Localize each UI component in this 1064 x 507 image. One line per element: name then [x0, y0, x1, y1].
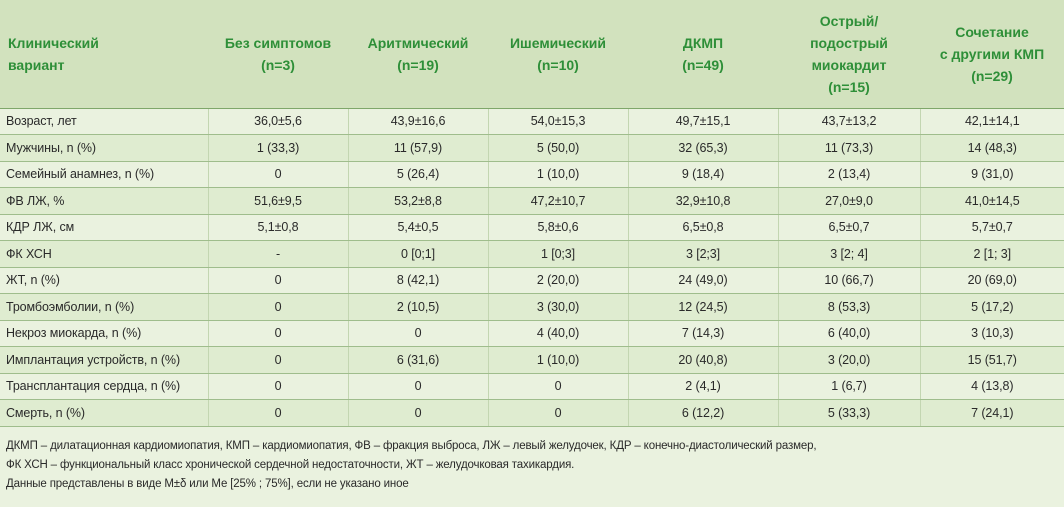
- value-cell: 54,0±15,3: [488, 108, 628, 135]
- value-cell: 5,8±0,6: [488, 214, 628, 241]
- value-cell: 8 (42,1): [348, 267, 488, 294]
- value-cell: 0: [208, 267, 348, 294]
- header-line: (n=29): [971, 67, 1013, 84]
- header-line: (n=19): [397, 56, 439, 73]
- value-cell: 7 (24,1): [920, 400, 1064, 427]
- value-cell: 2 (20,0): [488, 267, 628, 294]
- value-cell: 9 (31,0): [920, 161, 1064, 188]
- table-row: [0, 347, 1064, 374]
- value-cell: 4 (13,8): [920, 373, 1064, 400]
- value-cell: 5 (50,0): [488, 135, 628, 162]
- value-cell: 27,0±9,0: [778, 188, 920, 215]
- value-cell: 3 [2;3]: [628, 241, 778, 268]
- value-cell: 0: [348, 400, 488, 427]
- value-cell: 10 (66,7): [778, 267, 920, 294]
- row-label-cell: Смерть, n (%): [0, 400, 208, 427]
- value-cell: 1 (10,0): [488, 347, 628, 374]
- value-cell: 11 (57,9): [348, 135, 488, 162]
- value-cell: 1 (33,3): [208, 135, 348, 162]
- table-row: [0, 373, 1064, 400]
- value-cell: 0: [348, 373, 488, 400]
- header-cell-group-6: [920, 0, 1064, 108]
- value-cell: 2 (10,5): [348, 294, 488, 321]
- value-cell: 32 (65,3): [628, 135, 778, 162]
- row-label-cell: КДР ЛЖ, см: [0, 214, 208, 241]
- value-cell: 0 [0;1]: [348, 241, 488, 268]
- value-cell: 42,1±14,1: [920, 108, 1064, 135]
- value-cell: 3 (10,3): [920, 320, 1064, 347]
- value-cell: 1 (10,0): [488, 161, 628, 188]
- header-cell-group-4: [628, 0, 778, 108]
- table-footnotes: [6, 437, 1056, 494]
- value-cell: 3 (30,0): [488, 294, 628, 321]
- value-cell: 8 (53,3): [778, 294, 920, 321]
- row-label-cell: Возраст, лет: [0, 108, 208, 135]
- value-cell: 41,0±14,5: [920, 188, 1064, 215]
- value-cell: 3 (20,0): [778, 347, 920, 374]
- header-line: Клинический: [8, 34, 99, 51]
- value-cell: 5 (26,4): [348, 161, 488, 188]
- value-cell: 36,0±5,6: [208, 108, 348, 135]
- value-cell: 6 (31,6): [348, 347, 488, 374]
- value-cell: 3 [2; 4]: [778, 241, 920, 268]
- row-label-cell: ФВ ЛЖ, %: [0, 188, 208, 215]
- value-cell: 24 (49,0): [628, 267, 778, 294]
- value-cell: 0: [208, 294, 348, 321]
- header-line: Сочетание: [955, 23, 1029, 40]
- header-line: ДКМП: [682, 34, 724, 51]
- value-cell: 53,2±8,8: [348, 188, 488, 215]
- value-cell: 5,4±0,5: [348, 214, 488, 241]
- header-line: Острый/: [819, 12, 879, 29]
- value-cell: 20 (40,8): [628, 347, 778, 374]
- table-row: [0, 241, 1064, 268]
- header-line: Ишемический: [509, 34, 607, 51]
- value-cell: 5,7±0,7: [920, 214, 1064, 241]
- footnote-line: ДКМП – дилатационная кардиомиопатия, КМП – кардиомиопатия, ФВ – фракция выброса, ЛЖ – левый желудочек, КДР – конечно-диастолический размер,: [6, 440, 817, 452]
- header-line: с другими КМП: [939, 45, 1045, 62]
- value-cell: 11 (73,3): [778, 135, 920, 162]
- header-cell-group-1: [208, 0, 348, 108]
- value-cell: 15 (51,7): [920, 347, 1064, 374]
- header-cell-group-3: [488, 0, 628, 108]
- value-cell: 0: [488, 400, 628, 427]
- value-cell: 32,9±10,8: [628, 188, 778, 215]
- value-cell: 47,2±10,7: [488, 188, 628, 215]
- value-cell: 5 (17,2): [920, 294, 1064, 321]
- value-cell: -: [208, 241, 348, 268]
- value-cell: 43,7±13,2: [778, 108, 920, 135]
- value-cell: 43,9±16,6: [348, 108, 488, 135]
- value-cell: 2 (4,1): [628, 373, 778, 400]
- value-cell: 7 (14,3): [628, 320, 778, 347]
- header-line: Аритмический: [367, 34, 469, 51]
- value-cell: 1 (6,7): [778, 373, 920, 400]
- value-cell: 2 [1; 3]: [920, 241, 1064, 268]
- row-label-cell: Некроз миокарда, n (%): [0, 320, 208, 347]
- value-cell: 6,5±0,7: [778, 214, 920, 241]
- table-row: [0, 320, 1064, 347]
- table-row: [0, 188, 1064, 215]
- table-row: [0, 135, 1064, 162]
- header-line: (n=10): [537, 56, 579, 73]
- row-label-cell: Семейный анамнез, n (%): [0, 161, 208, 188]
- footnote-line: Данные представлены в виде М±δ или Ме [25% ; 75%], если не указано иное: [6, 478, 409, 490]
- value-cell: 9 (18,4): [628, 161, 778, 188]
- value-cell: 12 (24,5): [628, 294, 778, 321]
- row-label-cell: Тромбоэмболии, n (%): [0, 294, 208, 321]
- value-cell: 0: [488, 373, 628, 400]
- header-line: подострый: [810, 34, 888, 51]
- row-label-cell: Трансплантация сердца, n (%): [0, 373, 208, 400]
- value-cell: 4 (40,0): [488, 320, 628, 347]
- value-cell: 5 (33,3): [778, 400, 920, 427]
- header-line: вариант: [8, 56, 65, 73]
- value-cell: 1 [0;3]: [488, 241, 628, 268]
- table-row: [0, 161, 1064, 188]
- value-cell: 0: [208, 161, 348, 188]
- value-cell: 0: [208, 320, 348, 347]
- row-label-cell: ЖТ, n (%): [0, 267, 208, 294]
- value-cell: 2 (13,4): [778, 161, 920, 188]
- table-header-row: [0, 0, 1064, 108]
- header-cell-group-5: [778, 0, 920, 108]
- value-cell: 6 (40,0): [778, 320, 920, 347]
- value-cell: 0: [348, 320, 488, 347]
- table-row: [0, 294, 1064, 321]
- table-row: [0, 400, 1064, 427]
- value-cell: 49,7±15,1: [628, 108, 778, 135]
- header-line: (n=15): [828, 78, 870, 95]
- header-line: (n=49): [682, 56, 724, 73]
- value-cell: 20 (69,0): [920, 267, 1064, 294]
- header-cell-group-2: [348, 0, 488, 108]
- header-line: Без симптомов: [224, 34, 332, 51]
- header-line: (n=3): [261, 56, 295, 73]
- header-cell-variant: [0, 0, 208, 108]
- row-label-cell: Мужчины, n (%): [0, 135, 208, 162]
- value-cell: 6 (12,2): [628, 400, 778, 427]
- table-row: [0, 267, 1064, 294]
- value-cell: 0: [208, 373, 348, 400]
- value-cell: 14 (48,3): [920, 135, 1064, 162]
- value-cell: 0: [208, 347, 348, 374]
- row-label-cell: ФК ХСН: [0, 241, 208, 268]
- value-cell: 51,6±9,5: [208, 188, 348, 215]
- row-label-cell: Имплантация устройств, n (%): [0, 347, 208, 374]
- table-body: [0, 108, 1064, 426]
- table-row: [0, 214, 1064, 241]
- value-cell: 0: [208, 400, 348, 427]
- value-cell: 6,5±0,8: [628, 214, 778, 241]
- footnote-line: ФК ХСН – функциональный класс хронической сердечной недостаточности, ЖТ – желудочковая тахикардия.: [6, 459, 575, 471]
- value-cell: 5,1±0,8: [208, 214, 348, 241]
- header-line: миокардит: [811, 56, 887, 73]
- table-row: [0, 108, 1064, 135]
